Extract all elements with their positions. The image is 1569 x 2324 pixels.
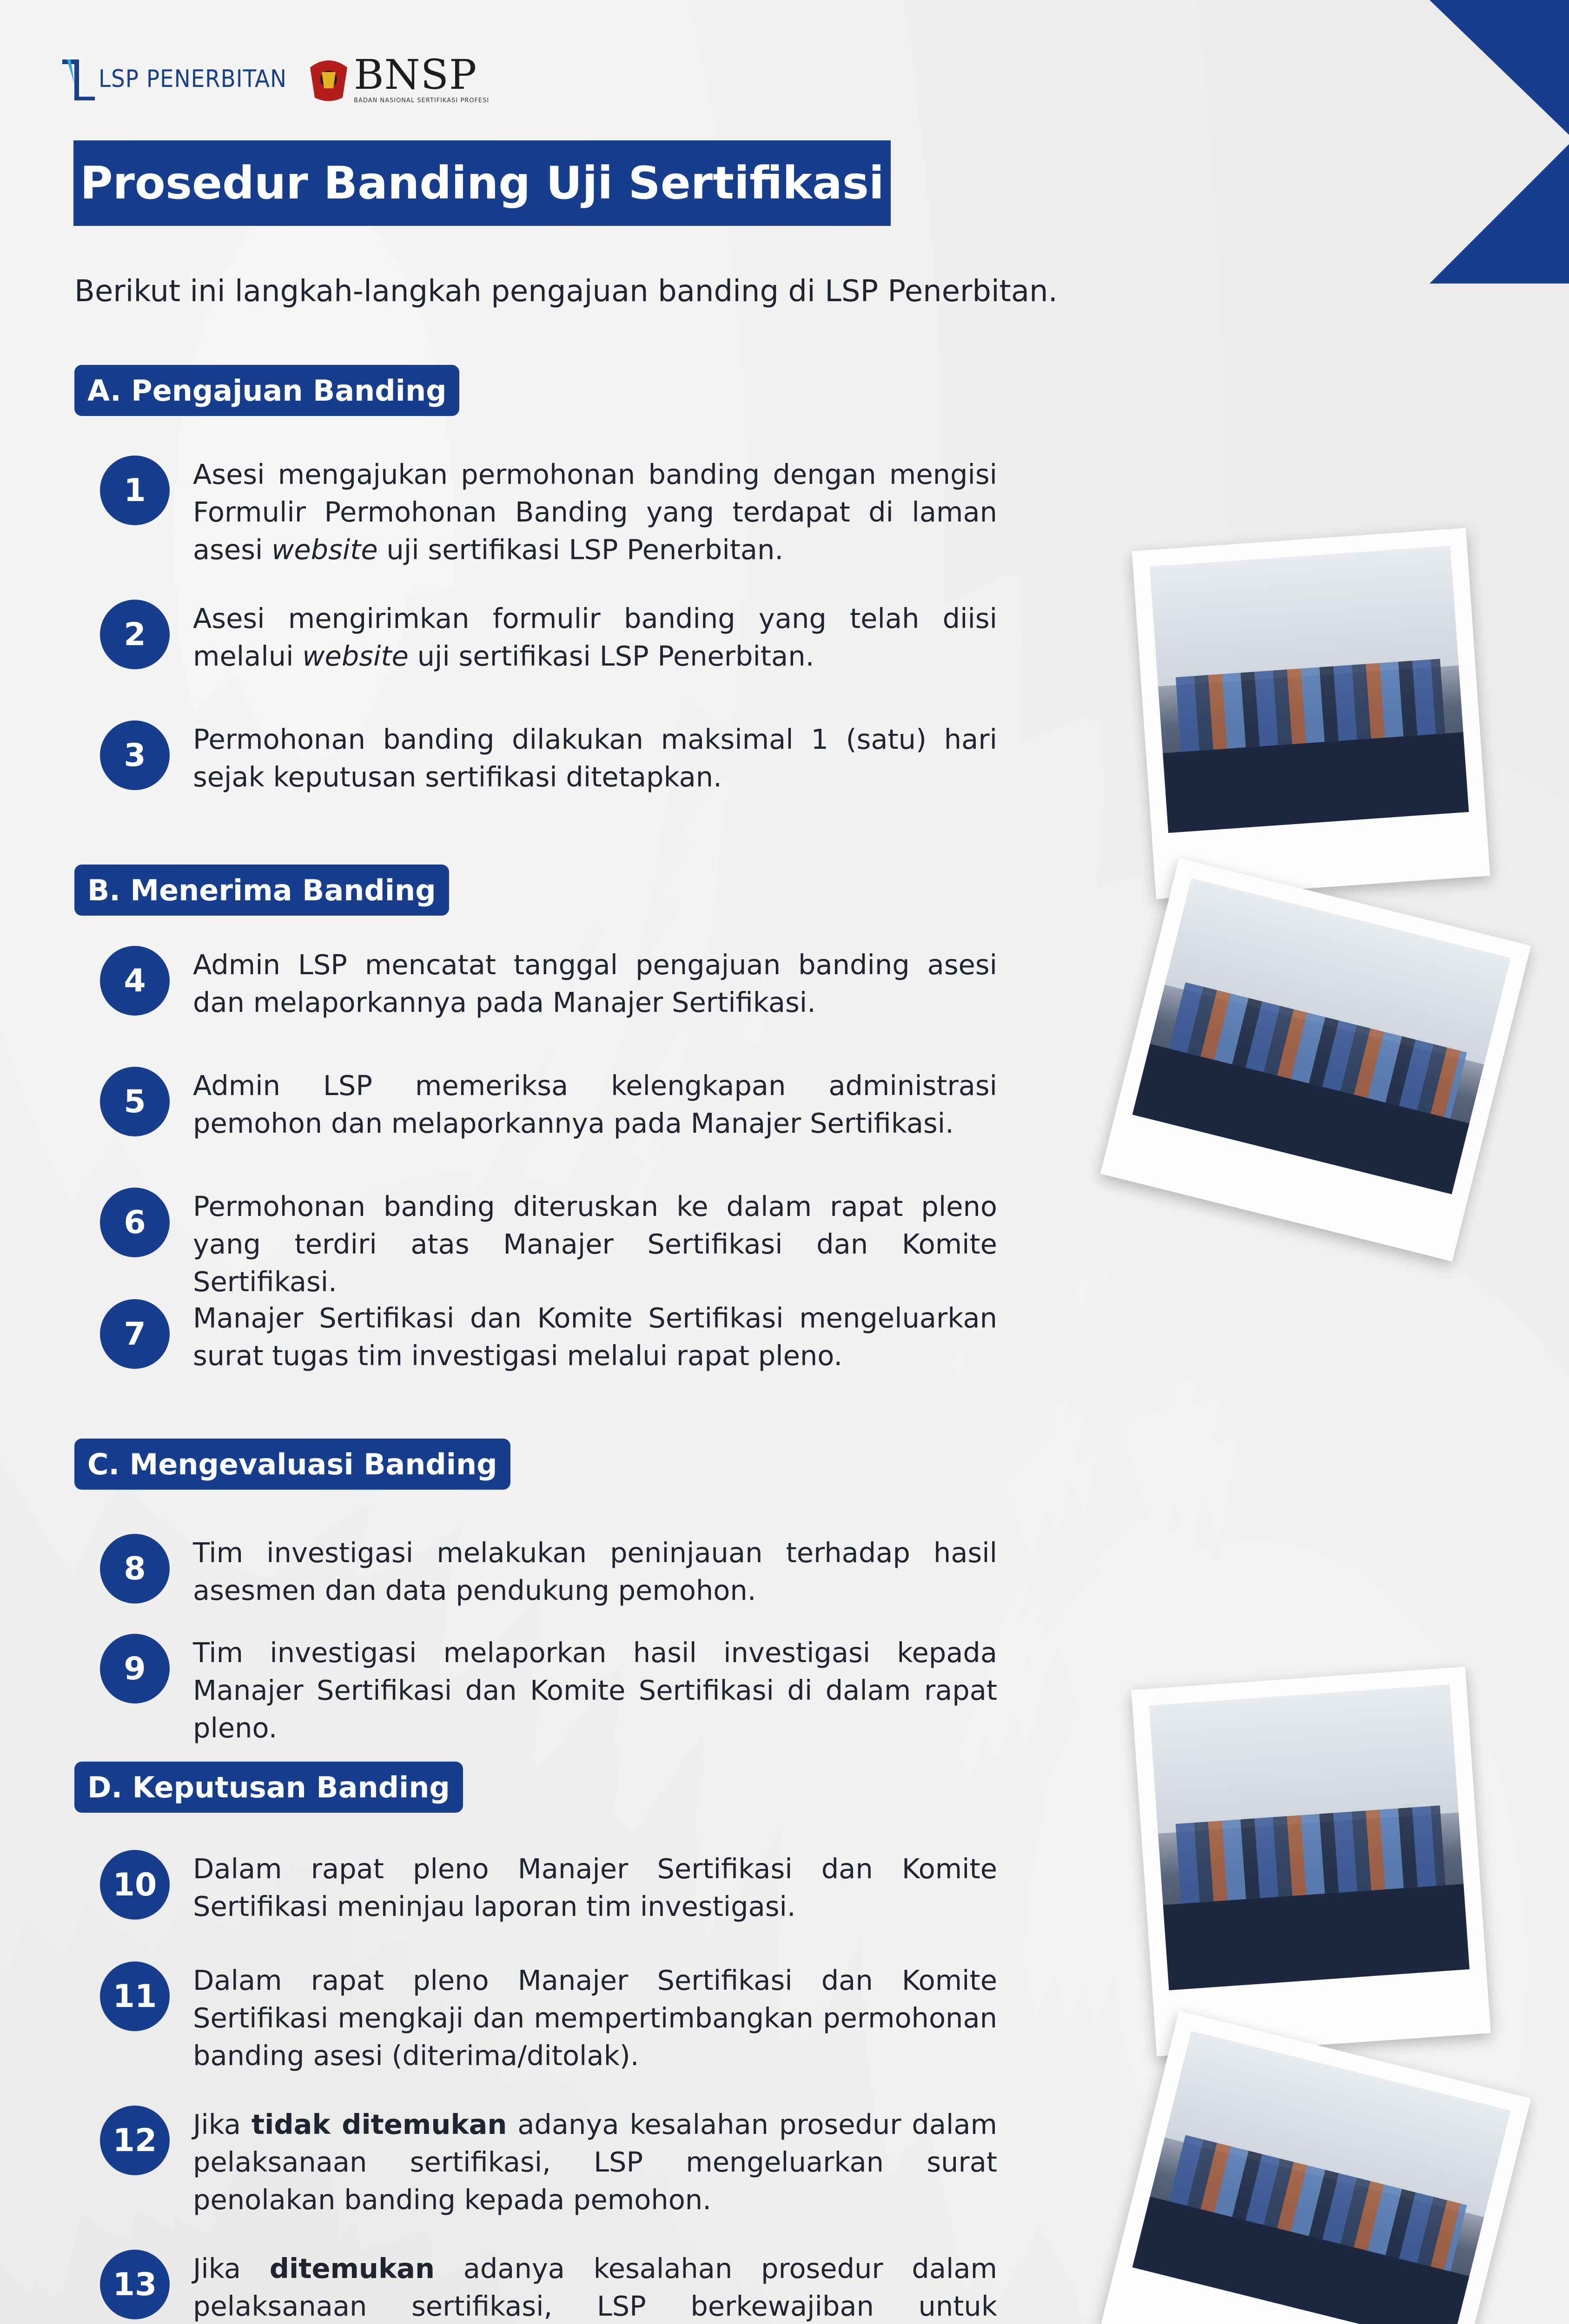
step-item	[100, 1534, 997, 1609]
intro-text: Berikut ini langkah-langkah pengajuan banding di LSP Penerbitan.	[74, 274, 1058, 309]
event-photo	[1100, 858, 1531, 1261]
header-logos	[60, 44, 489, 114]
step-item	[100, 1299, 997, 1374]
step-text: Admin LSP mencatat tanggal pengajuan banding asesi dan melaporkannya pada Manajer Sertifikasi.	[193, 949, 997, 1018]
step-number-badge: 7	[100, 1299, 170, 1369]
step-item	[100, 2106, 997, 2218]
step-text-italic: website	[271, 534, 378, 566]
step-item	[100, 1961, 997, 2074]
step-item	[100, 1850, 997, 1925]
step-number-badge: 5	[100, 1067, 170, 1136]
step-text-emphasis: ditemukan	[269, 2252, 435, 2284]
step-text: Dalam rapat pleno Manajer Sertifikasi dan Komite Sertifikasi mengkaji dan mempertimbangkan permohonan banding asesi (diterima/ditolak).	[193, 1964, 997, 2072]
step-number-badge: 2	[100, 600, 170, 669]
step-number-badge: 4	[100, 946, 170, 1016]
step-number-badge: 12	[100, 2106, 170, 2175]
section-heading-c	[74, 1439, 510, 1490]
step-item	[100, 946, 997, 1021]
step-text: Admin LSP memeriksa kelengkapan administrasi pemohon dan melaporkannya pada Manajer Sertifikasi.	[193, 1070, 997, 1139]
step-item	[100, 600, 997, 675]
lsp-logo-text: LSP PENERBITAN	[99, 65, 287, 93]
step-text-emphasis: tidak ditemukan	[251, 2108, 507, 2140]
bnsp-logo	[305, 50, 490, 105]
step-number-badge: 6	[100, 1188, 170, 1257]
step-item	[100, 456, 997, 568]
step-item	[100, 1188, 997, 1301]
step-item	[100, 2250, 997, 2324]
step-number-badge: 10	[100, 1850, 170, 1920]
lsp-logo	[60, 56, 287, 102]
event-photo	[1131, 1667, 1490, 2056]
section-c-label: C. Mengevaluasi Banding	[87, 1447, 497, 1481]
section-heading-d	[74, 1762, 463, 1813]
section-b-label: B. Menerima Banding	[87, 873, 436, 907]
page-title: Prosedur Banding Uji Sertifikasi	[80, 157, 884, 209]
step-text: Permohonan banding dilakukan maksimal 1 (satu) hari sejak keputusan sertifikasi ditetapkan.	[193, 723, 997, 793]
step-item	[100, 720, 997, 796]
step-number-badge: 8	[100, 1534, 170, 1604]
event-photo	[1100, 2011, 1531, 2324]
step-number-badge: 11	[100, 1961, 170, 2031]
step-text: Asesi mengajukan permohonan banding dengan mengisi Formulir Permohonan Banding yang terdapat di laman asesi website uji sertifikasi LSP Penerbitan.	[193, 458, 997, 566]
event-photo	[1132, 528, 1490, 899]
step-number-badge: 9	[100, 1634, 170, 1703]
page-title-banner	[73, 140, 891, 226]
step-text: Jika tidak ditemukan adanya kesalahan prosedur dalam pelaksanaan sertifikasi, LSP mengeluarkan surat penolakan banding kepada pemohon.	[193, 2108, 997, 2216]
step-text: Jika ditemukan adanya kesalahan prosedur dalam pelaksanaan sertifikasi, LSP berkewajiban untuk	[193, 2252, 997, 2322]
step-item	[100, 1067, 997, 1142]
step-text: Tim investigasi melaporkan hasil investigasi kepada Manajer Sertifikasi dan Komite Sertifikasi di dalam rapat pleno.	[193, 1637, 997, 1744]
bnsp-logo-text: BNSP	[354, 50, 477, 99]
step-text: Permohonan banding diteruskan ke dalam rapat pleno yang terdiri atas Manajer Sertifikasi dan Komite Sertifikasi.	[193, 1190, 997, 1298]
section-heading-a	[74, 365, 459, 416]
bnsp-logo-subtitle: BADAN NASIONAL SERTIFIKASI PROFESI	[354, 97, 490, 104]
step-number-badge: 13	[100, 2250, 170, 2319]
step-number-badge: 1	[100, 456, 170, 525]
section-d-label: D. Keputusan Banding	[87, 1770, 450, 1804]
step-text: Manajer Sertifikasi dan Komite Sertifikasi mengeluarkan surat tugas tim investigasi melalui rapat pleno.	[193, 1302, 997, 1372]
step-text: Tim investigasi melakukan peninjauan terhadap hasil asesmen dan data pendukung pemohon.	[193, 1537, 997, 1606]
step-text: Asesi mengirimkan formulir banding yang telah diisi melalui website uji sertifikasi LSP Penerbitan.	[193, 602, 997, 672]
bnsp-emblem-icon	[305, 53, 352, 105]
step-text-italic: website	[302, 640, 409, 672]
lsp-logo-icon	[60, 56, 97, 102]
section-heading-b	[74, 865, 449, 916]
section-a-label: A. Pengajuan Banding	[87, 373, 447, 408]
step-item	[100, 1634, 997, 1747]
step-text: Dalam rapat pleno Manajer Sertifikasi dan Komite Sertifikasi meninjau laporan tim investigasi.	[193, 1853, 997, 1922]
corner-triangle-decoration	[1430, 0, 1569, 284]
step-number-badge: 3	[100, 720, 170, 790]
